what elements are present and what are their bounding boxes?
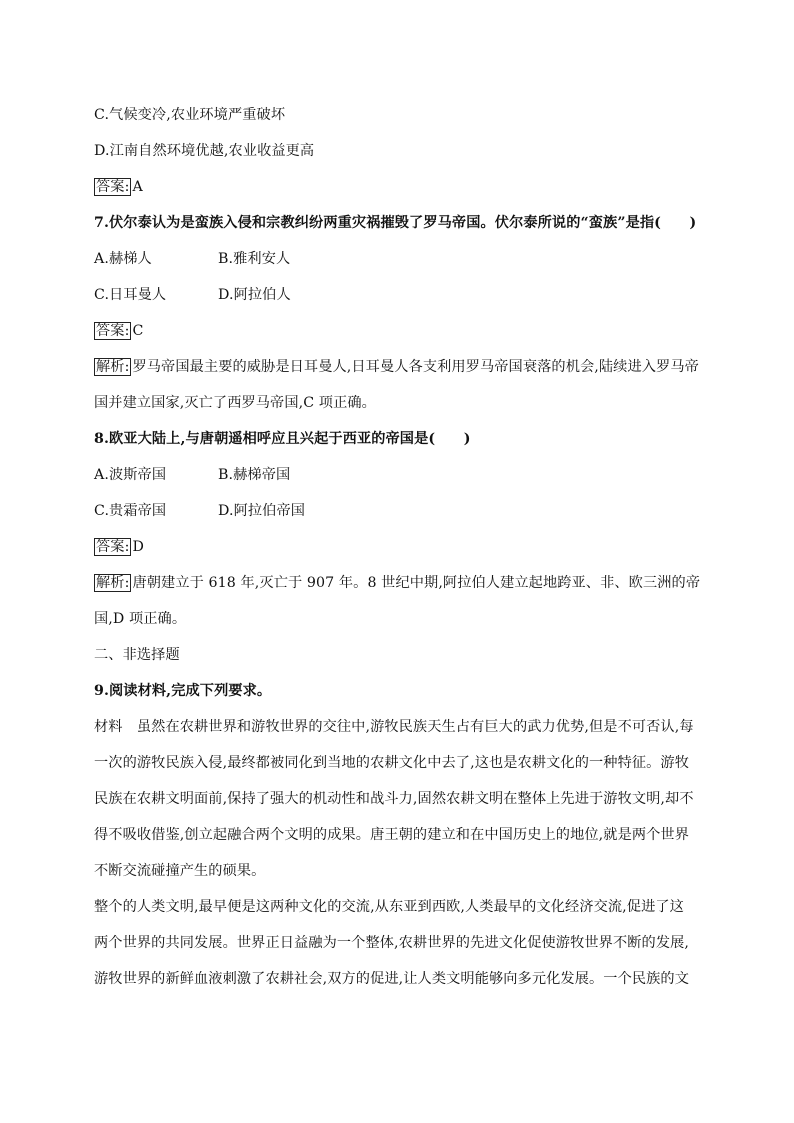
q8-stem: 8.欧亚大陆上,与唐朝遥相呼应且兴起于西亚的帝国是( ) [94,431,471,447]
q9-material-line: 材料 虽然在农耕世界和游牧世界的交往中,游牧民族天生占有巨大的武力优势,但是不可否认,每 [94,719,694,735]
answer-value: C [132,323,144,339]
q8-analysis [94,574,704,592]
q8-option-b: B.赫梯帝国 [218,467,291,483]
q7-option-d: D.阿拉伯人 [218,287,291,303]
analysis-label: 解析: [96,359,130,375]
q8-answer [94,538,704,556]
answer-label: 答案: [96,179,130,195]
q8-options-row-2 [94,502,704,520]
q9-paragraph-line: 整个的人类文明,最早便是这两种文化的交流,从东亚到西欧,人类最早的文化经济交流,促进了这 [94,899,684,915]
q6-option-c: C.气候变冷,农业环境严重破坏 [94,107,286,123]
q8-option-d: D.阿拉伯帝国 [218,503,306,519]
q9-paragraph-line: 游牧世界的新鲜血液刺激了农耕社会,双方的促进,让人类文明能够向多元化发展。一个民族的文 [94,971,690,987]
q8-analysis-continued: 国,D 项正确。 [94,611,187,627]
section-title: 二、非选择题 [94,647,180,663]
q7-option-c: C.日耳曼人 [94,287,167,303]
q9-paragraph-line: 两个世界的共同发展。世界正日益融为一个整体,农耕世界的先进文化促使游牧世界不断的发展, [94,935,690,951]
q7-analysis [94,358,704,376]
q8-options-row-1 [94,466,704,484]
q6-option-d: D.江南自然环境优越,农业收益更高 [94,143,315,159]
q9-material-line: 得不吸收借鉴,创立起融合两个文明的成果。唐王朝的建立和在中国历史上的地位,就是两个世界 [94,827,690,843]
q7-options-row-1 [94,250,704,268]
q7-option-a: A.赫梯人 [94,251,152,267]
q9-material-line: 一次的游牧民族入侵,最终都被同化到当地的农耕文化中去了,这也是农耕文化的一种特征。游牧 [94,755,690,771]
q7-answer [94,322,704,340]
q9-stem: 9.阅读材料,完成下列要求。 [94,683,272,699]
answer-value: A [132,179,143,195]
q9-material-line: 民族在农耕文明面前,保持了强大的机动性和战斗力,固然农耕文明在整体上先进于游牧文明,却不 [94,791,694,807]
q6-answer [94,178,704,196]
q7-option-b: B.雅利安人 [218,251,291,267]
q8-option-c: C.贵霜帝国 [94,503,167,519]
answer-value: D [132,539,144,555]
q7-analysis-continued: 国并建立国家,灭亡了西罗马帝国,C 项正确。 [94,395,376,411]
q8-option-a: A.波斯帝国 [94,467,167,483]
analysis-text: 唐朝建立于 618 年,灭亡于 907 年。8 世纪中期,阿拉伯人建立起地跨亚、非、欧三洲的帝 [132,575,701,591]
answer-label: 答案: [96,323,130,339]
answer-label: 答案: [96,539,130,555]
analysis-text: 罗马帝国最主要的威胁是日耳曼人,日耳曼人各支利用罗马帝国衰落的机会,陆续进入罗马帝 [132,359,699,375]
q9-material-line: 不断交流碰撞产生的硕果。 [94,863,266,879]
q7-options-row-2 [94,286,704,304]
q7-stem: 7.伏尔泰认为是蛮族入侵和宗教纠纷两重灾祸摧毁了罗马帝国。伏尔泰所说的“蛮族”是指( ) [94,215,697,231]
analysis-label: 解析: [96,575,130,591]
